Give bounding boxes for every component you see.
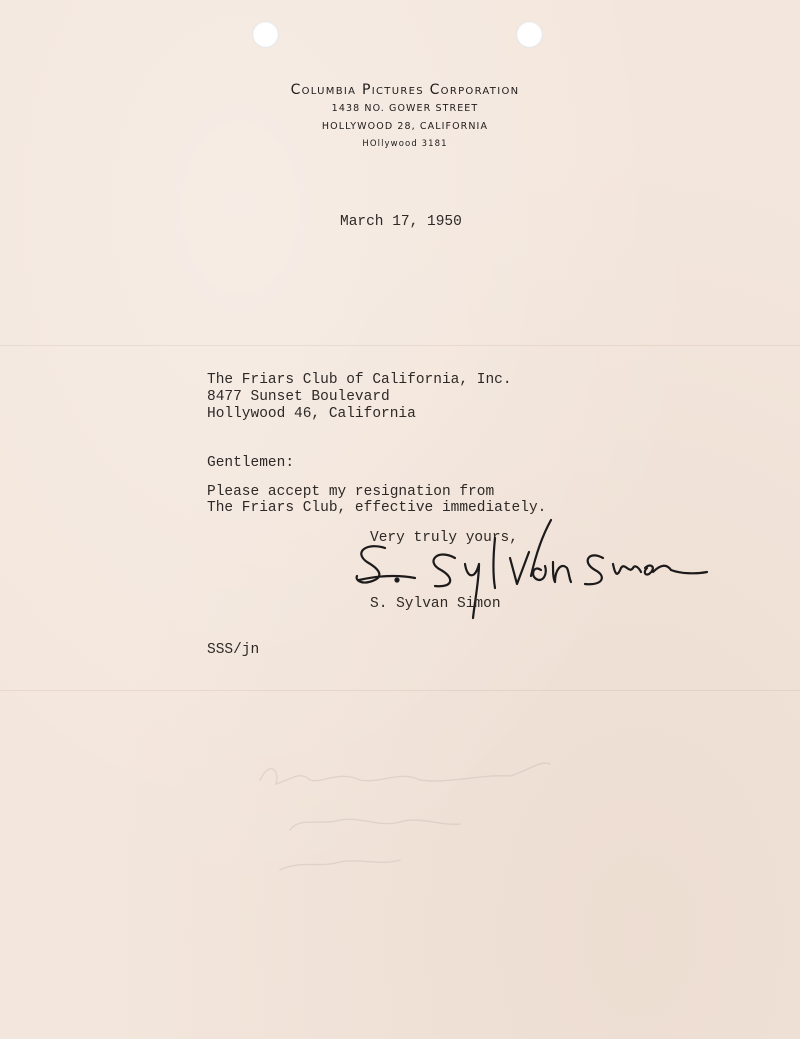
closing: Very truly yours, <box>370 530 518 546</box>
signer-name: S. Sylvan Simon <box>370 596 501 612</box>
body-line: Please accept my resignation from <box>207 484 495 500</box>
letterhead-city: HOLLYWOOD 28, CALIFORNIA <box>321 121 489 132</box>
letterhead <box>220 80 590 152</box>
faded-pencil-notation <box>250 740 570 890</box>
punch-hole-left <box>252 21 279 48</box>
recipient-line: The Friars Club of California, Inc. <box>207 372 512 388</box>
paper-fold <box>0 345 800 346</box>
salutation: Gentlemen: <box>207 455 295 471</box>
letterhead-street: 1438 NO. GOWER STREET <box>331 103 479 114</box>
paper-fold <box>0 690 800 691</box>
letterhead-company: Columbia Pictures Corporation <box>290 82 520 98</box>
letter-date: March 17, 1950 <box>340 214 462 230</box>
punch-hole-right <box>516 21 543 48</box>
reference-initials: SSS/jn <box>207 642 260 658</box>
recipient-line: Hollywood 46, California <box>207 406 416 422</box>
letterhead-phone: HOllywood 3181 <box>362 139 448 149</box>
recipient-line: 8477 Sunset Boulevard <box>207 389 390 405</box>
body-line: The Friars Club, effective immediately. <box>207 500 547 516</box>
